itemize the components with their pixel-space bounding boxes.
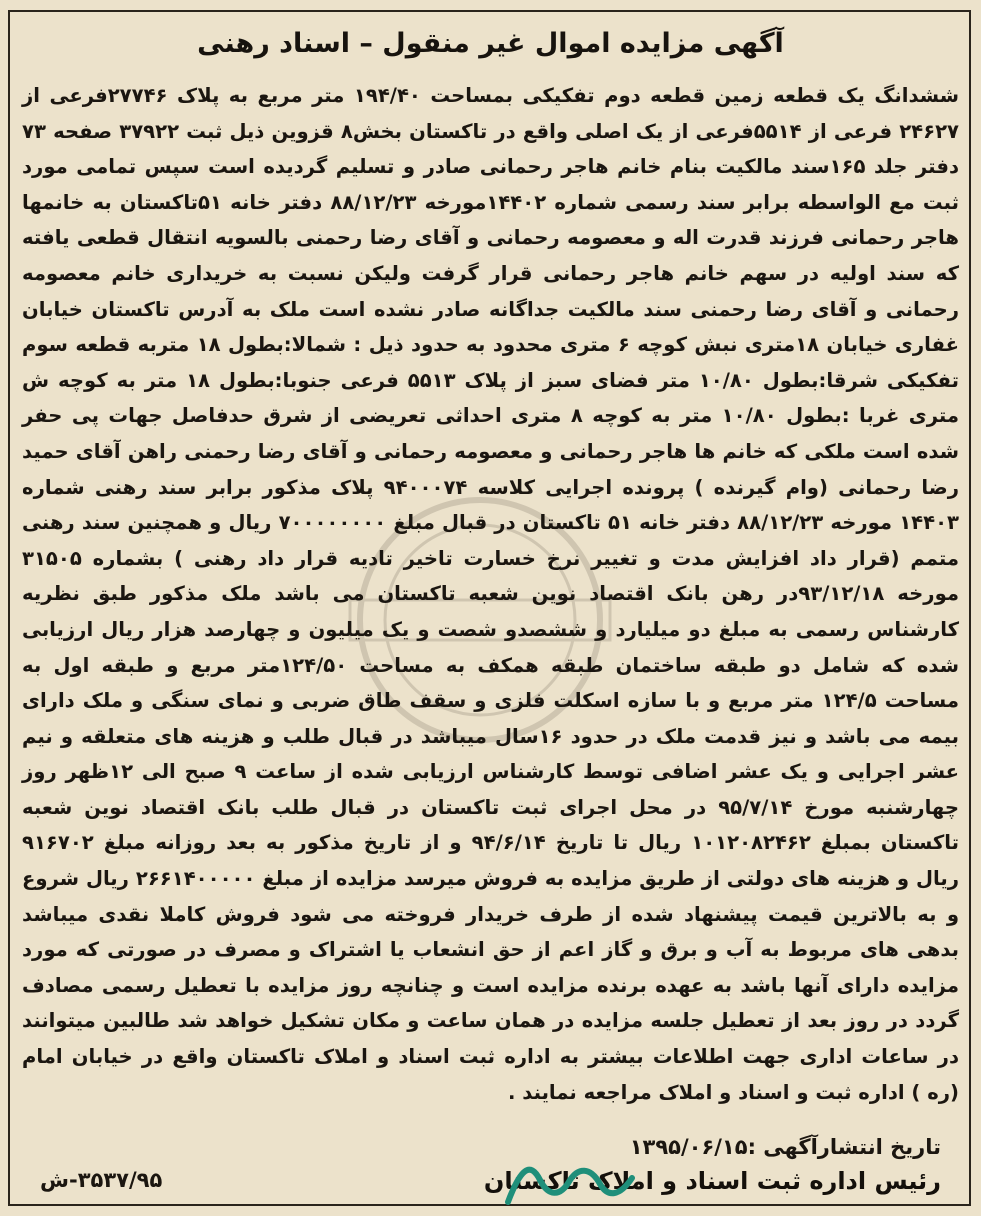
notice-code: ۳۵۳۷/۹۵-ش [40, 1168, 163, 1192]
signer-title: رئیس اداره ثبت اسناد و املاک تاکستان [483, 1167, 941, 1195]
notice-body: ششدانگ یک قطعه زمین قطعه دوم تفکیکی بمساحت ۱۹۴/۴۰ متر مربع به پلاک ۲۷۷۴۶فرعی از ۲۴۶۲۷ فرعی از ۵۵۱۴فرعی از یک اصلی واقع در تاکستان بخش۸ قزوین ذیل ثبت ۳۷۹۲۲ صفحه ۷۳ دفتر جلد ۱۶۵سند مالکیت بنام خانم هاجر رحمانی صادر و تسلیم گردیده است سپس تمامی مورد ثبت مع الواسطه برابر سند رسمی شماره ۱۴۴۰۲مورخه ۸۸/۱۲/۲۳ دفتر خانه ۵۱تاکستان به خانمها هاجر رحمانی فرزند قدرت اله و معصومه رحمانی و آقای رضا رحمنی بالسویه انتقال قطعی یافته که سند اولیه در سهم خانم هاجر رحمانی قرار گرفت ولیکن نسبت به خریداری خانم معصومه رحمانی و آقای رضا رحمنی سند مالکیت جداگانه صادر نشده است ملک به آدرس تاکستان خیابان غفاری خیابان ۱۸متری نبش کوچه ۶ متری محدود به حدود ذیل : شمالا:بطول ۱۸ متربه قطعه سوم تفکیکی شرقا:بطول ۱۰/۸۰ متر فضای سبز از پلاک ۵۵۱۳ فرعی جنوبا:بطول ۱۸ متر به کوچه ش متری غربا :بطول ۱۰/۸۰ متر به کوچه ۸ متری احداثی تعریضی از شرق حدفاصل جهات پی حفر شده است ملکی که خانم ها هاجر رحمانی و معصومه رحمانی و آقای رضا رحمنی راهن آقای حمید رضا رحمانی (وام گیرنده ) پرونده اجرایی کلاسه ۹۴۰۰۰۷۴ پلاک مذکور برابر سند رهنی شماره ۱۴۴۰۳ مورخه ۸۸/۱۲/۲۳ دفتر خانه ۵۱ تاکستان در قبال مبلغ ۷۰۰۰۰۰۰۰۰ ریال و همچنین سند رهنی متمم (قرار داد افزایش مدت و تغییر نرخ خسارت تاخیر تادیه قرار داد رهنی ) بشماره ۳۱۵۰۵ مورخه ۹۳/۱۲/۱۸در رهن بانک اقتصاد نوین شعبه تاکستان می باشد ملک مذکور طبق نظریه کارشناس رسمی به مبلغ دو میلیارد و ششصدو شصت و یک میلیون و چهارصد هزار ریال ارزیابی شده که شامل دو طبقه ساختمان طبقه همکف به مساحت ۱۲۴/۵۰متر مربع و طبقه اول به مساحت ۱۲۴/۵ متر مربع و با سازه اسکلت فلزی و سقف طاق ضربی و نمای سنگی و ملک دارای بیمه می باشد و نیز قدمت ملک در حدود ۱۶سال میباشد در قبال طلب و هزینه های متعلقه و نیم عشر اجرایی و یک عشر اضافی توسط کارشناس ارزیابی شده از ساعت ۹ صبح الی ۱۲ظهر روز چهارشنبه مورخ ۹۵/۷/۱۴ در محل اجرای ثبت تاکستان در قبال طلب بانک اقتصاد نوین شعبه تاکستان بمبلغ ۱۰۱۲۰۸۲۴۶۲ ریال تا تاریخ ۹۴/۶/۱۴ و از تاریخ مذکور به بعد روزانه مبلغ ۹۱۶۷۰۲ ریال و هزینه های دولتی از طریق مزایده به فروش میرسد مزایده از مبلغ ۲۶۶۱۴۰۰۰۰۰ ریال شروع و به بالاترین قیمت پیشنهاد شده از طرف خریدار فروخته می شود فروش کاملا نقدی میباشد بدهی های مربوط به آب و برق و گاز اعم از حق انشعاب یا اشتراک و مصرف در صورتی که مورد مزایده دارای آنها باشد به عهده برنده مزایده است و چنانچه روز مزایده با تعطیل رسمی مصادف گردد در روز بعد از تعطیل جلسه مزایده در همان ساعت و مکان تشکیل خواهد شد طالبین میتوانند در ساعات اداری جهت اطلاعات بیشتر به اداره ثبت اسناد و املاک تاکستان واقع در خیابان امام (ره ) اداره ثبت و اسناد و املاک مراجعه نمایند . [22, 84, 960, 1104]
notice-title: آگهی مزایده اموال غیر منقول – اسناد رهنی [197, 28, 784, 59]
publish-date: تاریخ انتشارآگهی :۱۳۹۵/۰۶/۱۵ [629, 1135, 941, 1159]
